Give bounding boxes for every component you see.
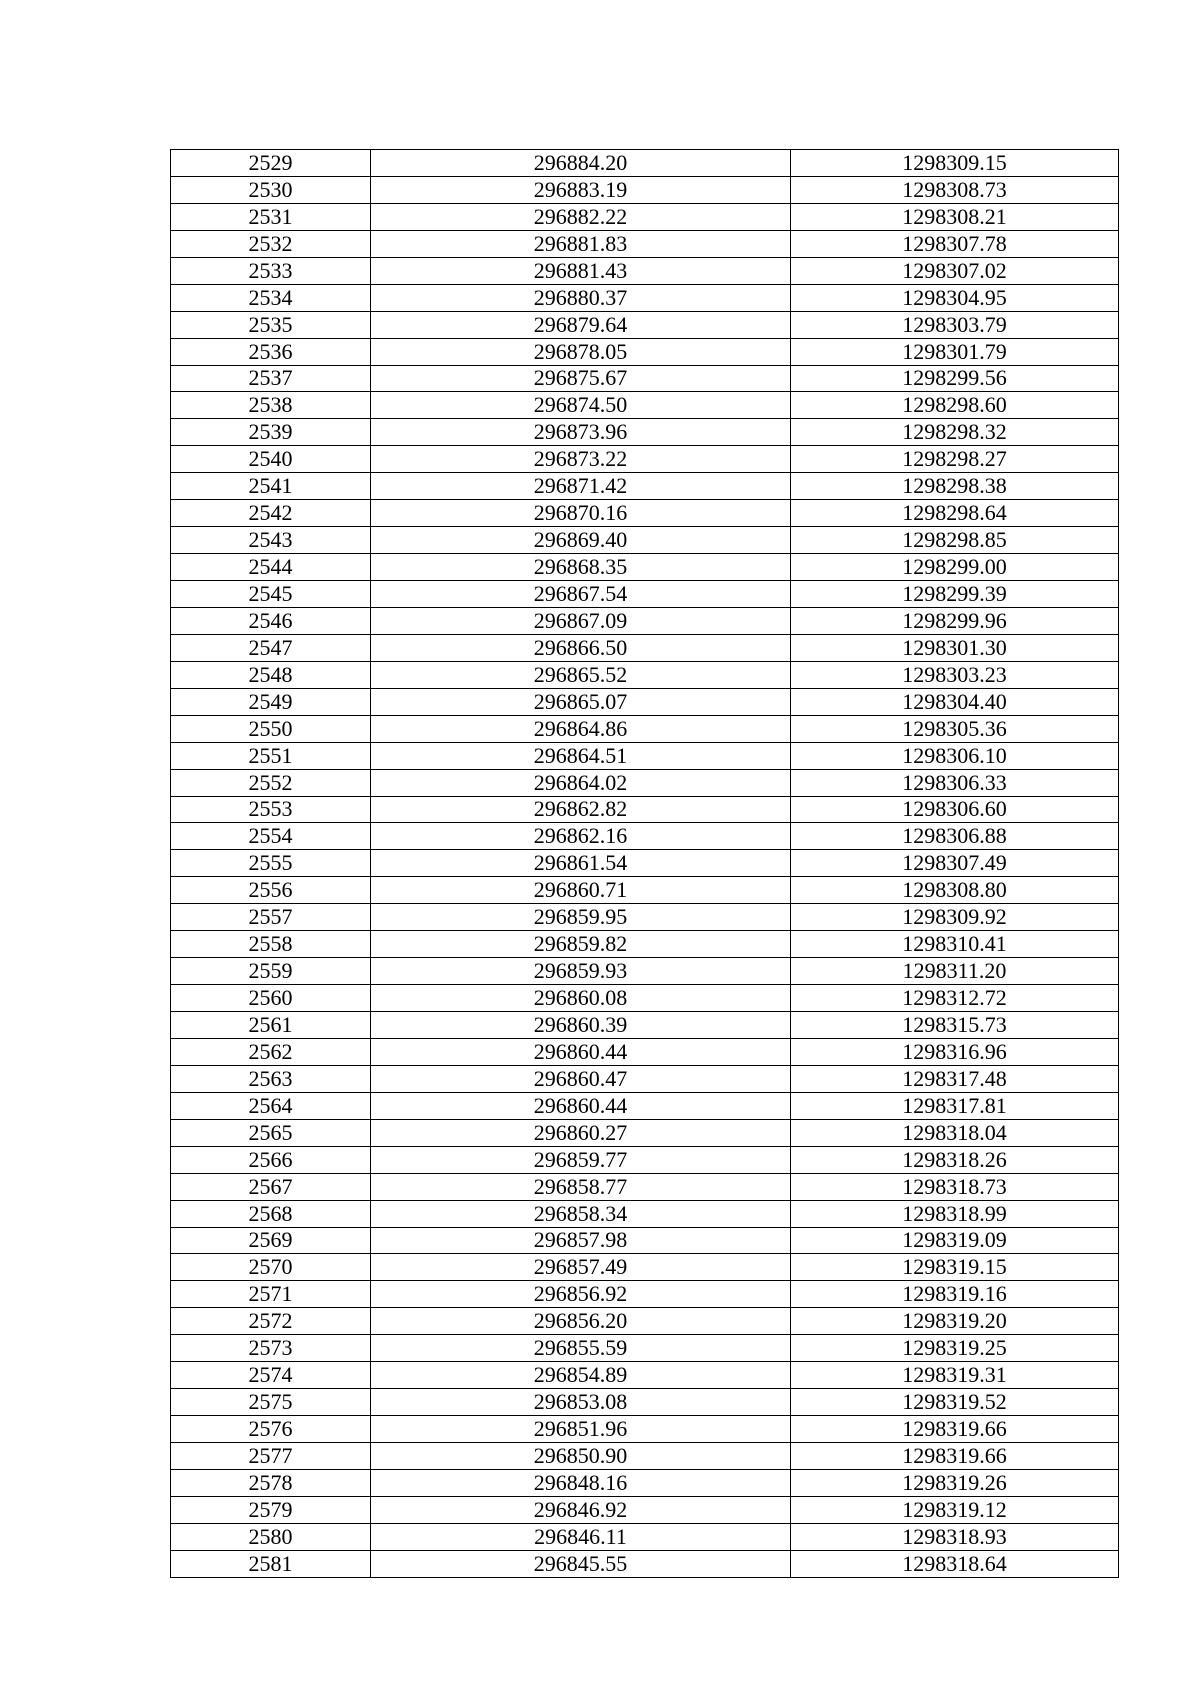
y-coordinate-cell: 1298319.09 xyxy=(791,1227,1119,1254)
x-coordinate-cell: 296873.22 xyxy=(371,446,791,473)
point-number-cell: 2566 xyxy=(171,1146,371,1173)
x-coordinate-cell: 296857.49 xyxy=(371,1254,791,1281)
point-number-cell: 2581 xyxy=(171,1550,371,1577)
table-row xyxy=(171,392,1119,419)
y-coordinate-cell: 1298308.73 xyxy=(791,176,1119,203)
table-row xyxy=(171,1362,1119,1389)
point-number-cell: 2541 xyxy=(171,473,371,500)
table-row xyxy=(171,419,1119,446)
x-coordinate-cell: 296875.67 xyxy=(371,365,791,392)
table-row xyxy=(171,1065,1119,1092)
point-number-cell: 2551 xyxy=(171,742,371,769)
table-row xyxy=(171,1550,1119,1577)
y-coordinate-cell: 1298298.64 xyxy=(791,500,1119,527)
y-coordinate-cell: 1298309.15 xyxy=(791,150,1119,177)
x-coordinate-cell: 296859.95 xyxy=(371,904,791,931)
coordinate-table xyxy=(170,149,1119,1578)
x-coordinate-cell: 296850.90 xyxy=(371,1443,791,1470)
table-row xyxy=(171,338,1119,365)
table-row xyxy=(171,1173,1119,1200)
table-row xyxy=(171,1496,1119,1523)
table-row xyxy=(171,1443,1119,1470)
x-coordinate-cell: 296860.71 xyxy=(371,877,791,904)
y-coordinate-cell: 1298319.66 xyxy=(791,1416,1119,1443)
table-row xyxy=(171,823,1119,850)
y-coordinate-cell: 1298318.26 xyxy=(791,1146,1119,1173)
point-number-cell: 2534 xyxy=(171,284,371,311)
y-coordinate-cell: 1298318.64 xyxy=(791,1550,1119,1577)
x-coordinate-cell: 296884.20 xyxy=(371,150,791,177)
point-number-cell: 2570 xyxy=(171,1254,371,1281)
x-coordinate-cell: 296858.34 xyxy=(371,1200,791,1227)
table-row xyxy=(171,958,1119,985)
x-coordinate-cell: 296860.44 xyxy=(371,1092,791,1119)
y-coordinate-cell: 1298307.78 xyxy=(791,230,1119,257)
x-coordinate-cell: 296866.50 xyxy=(371,634,791,661)
y-coordinate-cell: 1298319.12 xyxy=(791,1496,1119,1523)
y-coordinate-cell: 1298316.96 xyxy=(791,1038,1119,1065)
y-coordinate-cell: 1298307.02 xyxy=(791,257,1119,284)
point-number-cell: 2572 xyxy=(171,1308,371,1335)
point-number-cell: 2573 xyxy=(171,1335,371,1362)
x-coordinate-cell: 296865.52 xyxy=(371,661,791,688)
table-row xyxy=(171,769,1119,796)
point-number-cell: 2567 xyxy=(171,1173,371,1200)
point-number-cell: 2533 xyxy=(171,257,371,284)
point-number-cell: 2537 xyxy=(171,365,371,392)
x-coordinate-cell: 296853.08 xyxy=(371,1389,791,1416)
point-number-cell: 2569 xyxy=(171,1227,371,1254)
y-coordinate-cell: 1298299.96 xyxy=(791,607,1119,634)
table-row xyxy=(171,1469,1119,1496)
y-coordinate-cell: 1298304.95 xyxy=(791,284,1119,311)
x-coordinate-cell: 296855.59 xyxy=(371,1335,791,1362)
table-row xyxy=(171,1012,1119,1039)
point-number-cell: 2576 xyxy=(171,1416,371,1443)
x-coordinate-cell: 296846.11 xyxy=(371,1523,791,1550)
point-number-cell: 2564 xyxy=(171,1092,371,1119)
y-coordinate-cell: 1298298.85 xyxy=(791,527,1119,554)
y-coordinate-cell: 1298319.26 xyxy=(791,1469,1119,1496)
point-number-cell: 2578 xyxy=(171,1469,371,1496)
table-row xyxy=(171,715,1119,742)
point-number-cell: 2561 xyxy=(171,1012,371,1039)
x-coordinate-cell: 296867.54 xyxy=(371,581,791,608)
y-coordinate-cell: 1298307.49 xyxy=(791,850,1119,877)
coordinate-table-body xyxy=(171,150,1119,1578)
x-coordinate-cell: 296873.96 xyxy=(371,419,791,446)
x-coordinate-cell: 296860.47 xyxy=(371,1065,791,1092)
x-coordinate-cell: 296848.16 xyxy=(371,1469,791,1496)
table-row xyxy=(171,1523,1119,1550)
point-number-cell: 2579 xyxy=(171,1496,371,1523)
table-row xyxy=(171,1200,1119,1227)
point-number-cell: 2540 xyxy=(171,446,371,473)
x-coordinate-cell: 296883.19 xyxy=(371,176,791,203)
table-row xyxy=(171,257,1119,284)
y-coordinate-cell: 1298304.40 xyxy=(791,688,1119,715)
table-row xyxy=(171,1038,1119,1065)
y-coordinate-cell: 1298310.41 xyxy=(791,931,1119,958)
y-coordinate-cell: 1298306.88 xyxy=(791,823,1119,850)
table-row xyxy=(171,1092,1119,1119)
y-coordinate-cell: 1298317.48 xyxy=(791,1065,1119,1092)
x-coordinate-cell: 296861.54 xyxy=(371,850,791,877)
table-row xyxy=(171,877,1119,904)
point-number-cell: 2536 xyxy=(171,338,371,365)
x-coordinate-cell: 296856.20 xyxy=(371,1308,791,1335)
y-coordinate-cell: 1298298.27 xyxy=(791,446,1119,473)
x-coordinate-cell: 296856.92 xyxy=(371,1281,791,1308)
x-coordinate-cell: 296851.96 xyxy=(371,1416,791,1443)
x-coordinate-cell: 296881.83 xyxy=(371,230,791,257)
y-coordinate-cell: 1298312.72 xyxy=(791,985,1119,1012)
table-row xyxy=(171,446,1119,473)
point-number-cell: 2553 xyxy=(171,796,371,823)
table-row xyxy=(171,500,1119,527)
y-coordinate-cell: 1298308.21 xyxy=(791,203,1119,230)
y-coordinate-cell: 1298299.56 xyxy=(791,365,1119,392)
point-number-cell: 2550 xyxy=(171,715,371,742)
point-number-cell: 2552 xyxy=(171,769,371,796)
point-number-cell: 2565 xyxy=(171,1119,371,1146)
x-coordinate-cell: 296874.50 xyxy=(371,392,791,419)
point-number-cell: 2529 xyxy=(171,150,371,177)
point-number-cell: 2539 xyxy=(171,419,371,446)
table-row xyxy=(171,1281,1119,1308)
x-coordinate-cell: 296860.08 xyxy=(371,985,791,1012)
y-coordinate-cell: 1298319.31 xyxy=(791,1362,1119,1389)
table-row xyxy=(171,607,1119,634)
y-coordinate-cell: 1298303.23 xyxy=(791,661,1119,688)
point-number-cell: 2580 xyxy=(171,1523,371,1550)
table-row xyxy=(171,1389,1119,1416)
table-row xyxy=(171,176,1119,203)
table-row xyxy=(171,554,1119,581)
y-coordinate-cell: 1298319.66 xyxy=(791,1443,1119,1470)
y-coordinate-cell: 1298319.16 xyxy=(791,1281,1119,1308)
point-number-cell: 2543 xyxy=(171,527,371,554)
y-coordinate-cell: 1298319.25 xyxy=(791,1335,1119,1362)
table-row xyxy=(171,203,1119,230)
point-number-cell: 2560 xyxy=(171,985,371,1012)
table-row xyxy=(171,1146,1119,1173)
table-row xyxy=(171,850,1119,877)
x-coordinate-cell: 296864.86 xyxy=(371,715,791,742)
table-row xyxy=(171,1308,1119,1335)
x-coordinate-cell: 296859.77 xyxy=(371,1146,791,1173)
x-coordinate-cell: 296881.43 xyxy=(371,257,791,284)
x-coordinate-cell: 296868.35 xyxy=(371,554,791,581)
y-coordinate-cell: 1298318.99 xyxy=(791,1200,1119,1227)
point-number-cell: 2531 xyxy=(171,203,371,230)
y-coordinate-cell: 1298308.80 xyxy=(791,877,1119,904)
table-row xyxy=(171,1335,1119,1362)
point-number-cell: 2574 xyxy=(171,1362,371,1389)
point-number-cell: 2530 xyxy=(171,176,371,203)
y-coordinate-cell: 1298298.32 xyxy=(791,419,1119,446)
x-coordinate-cell: 296870.16 xyxy=(371,500,791,527)
table-row xyxy=(171,904,1119,931)
x-coordinate-cell: 296871.42 xyxy=(371,473,791,500)
y-coordinate-cell: 1298318.73 xyxy=(791,1173,1119,1200)
point-number-cell: 2544 xyxy=(171,554,371,581)
point-number-cell: 2557 xyxy=(171,904,371,931)
y-coordinate-cell: 1298318.04 xyxy=(791,1119,1119,1146)
y-coordinate-cell: 1298301.79 xyxy=(791,338,1119,365)
table-row xyxy=(171,1254,1119,1281)
x-coordinate-cell: 296867.09 xyxy=(371,607,791,634)
y-coordinate-cell: 1298306.60 xyxy=(791,796,1119,823)
point-number-cell: 2556 xyxy=(171,877,371,904)
table-row xyxy=(171,985,1119,1012)
table-row xyxy=(171,150,1119,177)
x-coordinate-cell: 296864.02 xyxy=(371,769,791,796)
point-number-cell: 2568 xyxy=(171,1200,371,1227)
x-coordinate-cell: 296859.82 xyxy=(371,931,791,958)
y-coordinate-cell: 1298309.92 xyxy=(791,904,1119,931)
point-number-cell: 2532 xyxy=(171,230,371,257)
x-coordinate-cell: 296862.16 xyxy=(371,823,791,850)
x-coordinate-cell: 296869.40 xyxy=(371,527,791,554)
table-row xyxy=(171,634,1119,661)
x-coordinate-cell: 296854.89 xyxy=(371,1362,791,1389)
y-coordinate-cell: 1298299.39 xyxy=(791,581,1119,608)
y-coordinate-cell: 1298319.15 xyxy=(791,1254,1119,1281)
y-coordinate-cell: 1298317.81 xyxy=(791,1092,1119,1119)
x-coordinate-cell: 296864.51 xyxy=(371,742,791,769)
table-row xyxy=(171,661,1119,688)
point-number-cell: 2538 xyxy=(171,392,371,419)
table-row xyxy=(171,742,1119,769)
point-number-cell: 2549 xyxy=(171,688,371,715)
table-row xyxy=(171,796,1119,823)
y-coordinate-cell: 1298305.36 xyxy=(791,715,1119,742)
x-coordinate-cell: 296860.27 xyxy=(371,1119,791,1146)
table-row xyxy=(171,931,1119,958)
table-row xyxy=(171,473,1119,500)
y-coordinate-cell: 1298306.33 xyxy=(791,769,1119,796)
point-number-cell: 2571 xyxy=(171,1281,371,1308)
point-number-cell: 2563 xyxy=(171,1065,371,1092)
table-row xyxy=(171,284,1119,311)
y-coordinate-cell: 1298301.30 xyxy=(791,634,1119,661)
table-row xyxy=(171,311,1119,338)
y-coordinate-cell: 1298319.20 xyxy=(791,1308,1119,1335)
x-coordinate-cell: 296846.92 xyxy=(371,1496,791,1523)
y-coordinate-cell: 1298303.79 xyxy=(791,311,1119,338)
x-coordinate-cell: 296879.64 xyxy=(371,311,791,338)
point-number-cell: 2555 xyxy=(171,850,371,877)
y-coordinate-cell: 1298306.10 xyxy=(791,742,1119,769)
x-coordinate-cell: 296860.39 xyxy=(371,1012,791,1039)
x-coordinate-cell: 296865.07 xyxy=(371,688,791,715)
point-number-cell: 2558 xyxy=(171,931,371,958)
table-row xyxy=(171,1119,1119,1146)
point-number-cell: 2546 xyxy=(171,607,371,634)
table-row xyxy=(171,365,1119,392)
x-coordinate-cell: 296857.98 xyxy=(371,1227,791,1254)
y-coordinate-cell: 1298298.60 xyxy=(791,392,1119,419)
point-number-cell: 2577 xyxy=(171,1443,371,1470)
point-number-cell: 2542 xyxy=(171,500,371,527)
point-number-cell: 2545 xyxy=(171,581,371,608)
x-coordinate-cell: 296860.44 xyxy=(371,1038,791,1065)
table-row xyxy=(171,527,1119,554)
x-coordinate-cell: 296878.05 xyxy=(371,338,791,365)
table-row xyxy=(171,688,1119,715)
point-number-cell: 2535 xyxy=(171,311,371,338)
point-number-cell: 2548 xyxy=(171,661,371,688)
y-coordinate-cell: 1298299.00 xyxy=(791,554,1119,581)
point-number-cell: 2562 xyxy=(171,1038,371,1065)
point-number-cell: 2554 xyxy=(171,823,371,850)
y-coordinate-cell: 1298318.93 xyxy=(791,1523,1119,1550)
x-coordinate-cell: 296880.37 xyxy=(371,284,791,311)
x-coordinate-cell: 296845.55 xyxy=(371,1550,791,1577)
y-coordinate-cell: 1298319.52 xyxy=(791,1389,1119,1416)
x-coordinate-cell: 296859.93 xyxy=(371,958,791,985)
y-coordinate-cell: 1298311.20 xyxy=(791,958,1119,985)
point-number-cell: 2575 xyxy=(171,1389,371,1416)
point-number-cell: 2547 xyxy=(171,634,371,661)
point-number-cell: 2559 xyxy=(171,958,371,985)
table-row xyxy=(171,1416,1119,1443)
x-coordinate-cell: 296858.77 xyxy=(371,1173,791,1200)
table-row xyxy=(171,581,1119,608)
table-row xyxy=(171,1227,1119,1254)
x-coordinate-cell: 296862.82 xyxy=(371,796,791,823)
y-coordinate-cell: 1298315.73 xyxy=(791,1012,1119,1039)
y-coordinate-cell: 1298298.38 xyxy=(791,473,1119,500)
table-row xyxy=(171,230,1119,257)
x-coordinate-cell: 296882.22 xyxy=(371,203,791,230)
